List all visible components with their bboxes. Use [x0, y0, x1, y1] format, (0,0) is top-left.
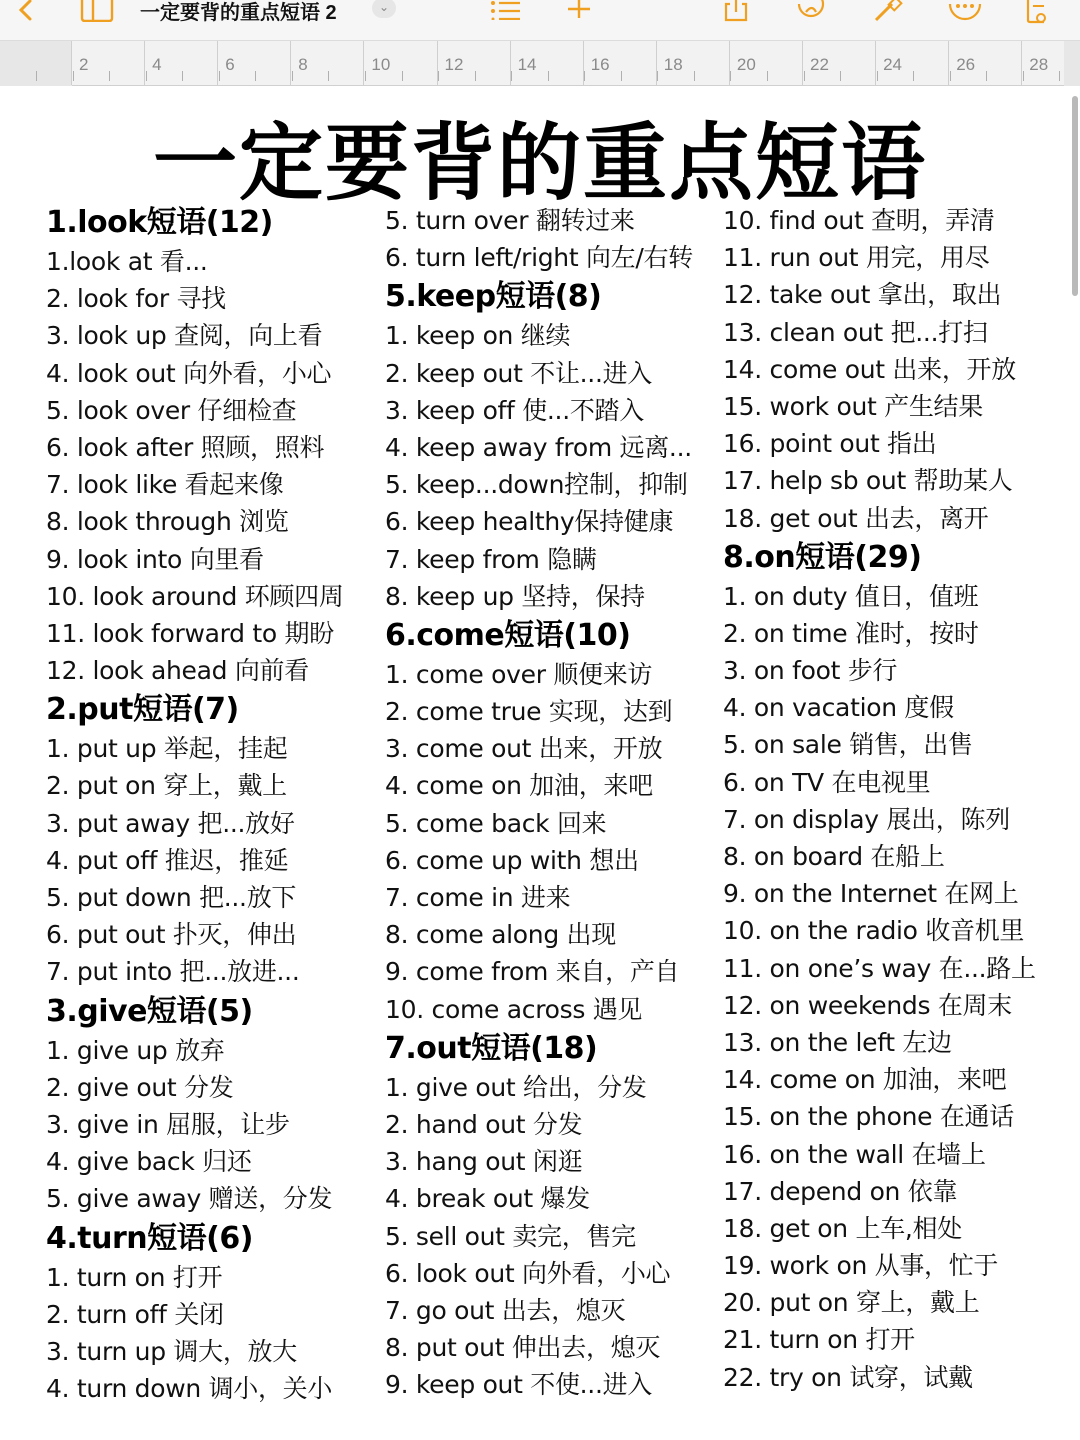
phrase-item: 4. on vacation 度假: [723, 693, 954, 723]
phrase-item: 1.look at 看...: [46, 247, 208, 276]
section-heading: 4.turn短语(6): [46, 1220, 253, 1256]
phrase-item: 3. hang out 闲逛: [385, 1147, 583, 1177]
phrase-item: 11. run out 用完，用尽: [723, 243, 990, 273]
phrase-item: 3. give in 屈服，让步: [46, 1109, 290, 1139]
ruler-right-margin: [1064, 41, 1080, 86]
ruler-minor-tick: [694, 71, 695, 81]
ruler-minor-tick: [840, 71, 841, 81]
ruler-minor-tick: [73, 71, 74, 81]
phrase-item: 7. go out 出去，熄灭: [385, 1295, 626, 1325]
list-format-icon[interactable]: [490, 0, 522, 24]
phrase-item: 5. come back 回来: [385, 808, 607, 838]
section-heading: 2.put短语(7): [46, 692, 239, 728]
phrase-item: 5. give away 赠送，分发: [46, 1184, 333, 1214]
page-title: 一定要背的重点短语: [152, 114, 927, 212]
phrase-item: 11. look forward to 期盼: [46, 618, 334, 648]
phrase-item: 22. try on 试穿，试戴: [723, 1362, 973, 1392]
phrase-item: 2. come true 实现，达到: [385, 697, 673, 727]
phrase-item: 8. come along 出现: [385, 920, 616, 950]
phrase-item: 20. put on 穿上，戴上: [723, 1288, 980, 1318]
phrase-item: 15. work out 产生结果: [723, 391, 983, 421]
phrase-item: 10. come across 遇见: [385, 994, 643, 1024]
column-1: [46, 202, 344, 1407]
ruler-minor-tick: [730, 71, 731, 81]
ruler-minor-tick: [913, 71, 914, 81]
phrase-item: 11. on one’s way 在...路上: [723, 953, 1036, 983]
phrase-item: 19. work on 从事，忙于: [723, 1251, 999, 1281]
section-heading: 7.out短语(18): [385, 1030, 598, 1066]
phrase-item: 2. keep out 不让...进入: [385, 358, 652, 388]
ruler-minor-tick: [328, 71, 329, 81]
ruler-minor-tick: [365, 71, 366, 81]
phrase-item: 18. get on 上车,相处: [723, 1213, 962, 1243]
ruler-minor-tick: [950, 71, 951, 81]
add-icon[interactable]: [566, 0, 592, 24]
ruler-number: 16: [590, 55, 610, 74]
sidebar-icon[interactable]: [80, 0, 114, 24]
section-heading: 5.keep短语(8): [385, 279, 602, 315]
phrase-item: 1. keep on 继续: [385, 321, 571, 351]
back-chevron-icon[interactable]: [14, 0, 38, 24]
phrase-item: 12. take out 拿出，取出: [723, 280, 1002, 310]
ruler-number: 4: [152, 55, 162, 74]
phrase-item: 7. keep from 隐瞒: [385, 544, 597, 574]
ruler-minor-tick: [255, 71, 256, 81]
phrase-item: 1. give out 给出，分发: [385, 1072, 647, 1102]
ruler-minor-tick: [219, 71, 220, 81]
ruler-minor-tick: [36, 71, 37, 81]
ruler-minor-tick: [438, 71, 439, 81]
phrase-item: 1. turn on 打开: [46, 1262, 223, 1292]
phrase-item: 9. come from 来自，产自: [385, 957, 680, 987]
ruler-number: 14: [517, 55, 537, 74]
ruler-minor-tick: [548, 71, 549, 81]
phrase-item: 12. look ahead 向前看: [46, 656, 309, 686]
ruler-number: 12: [444, 55, 464, 74]
ruler-minor-tick: [621, 71, 622, 81]
phrase-item: 3. turn up 调大，放大: [46, 1336, 297, 1366]
phrase-item: 13. on the left 左边: [723, 1027, 952, 1057]
phrase-item: 6. come up with 想出: [385, 845, 639, 875]
ruler-number: 28: [1029, 55, 1049, 74]
phrase-item: 10. find out 查明，弄清: [723, 206, 995, 235]
section-heading: 6.come短语(10): [385, 617, 631, 653]
ruler-minor-tick: [182, 71, 183, 81]
share-icon[interactable]: [722, 0, 750, 24]
document-title[interactable]: 一定要背的重点短语 2: [140, 2, 337, 24]
undo-icon[interactable]: [796, 0, 826, 24]
phrase-item: 12. on weekends 在周末: [723, 990, 1012, 1020]
section-heading: 3.give短语(5): [46, 993, 253, 1029]
phrase-item: 17. help sb out 帮助某人: [723, 466, 1013, 496]
phrase-item: 2. turn off 关闭: [46, 1299, 224, 1329]
ruler-number: 6: [225, 55, 235, 74]
section-heading: 8.on短语(29): [723, 539, 922, 575]
phrase-item: 18. get out 出去，离开: [723, 503, 989, 533]
phrase-item: 4. break out 爆发: [385, 1184, 590, 1214]
phrase-item: 6. on TV 在电视里: [723, 767, 931, 797]
phrase-item: 4. keep away from 远离...: [385, 432, 692, 462]
phrase-item: 16. on the wall 在墙上: [723, 1139, 986, 1169]
column-2: [385, 202, 693, 1403]
ruler-number: 26: [956, 55, 976, 74]
ruler-minor-tick: [584, 71, 585, 81]
ruler-minor-tick: [877, 71, 878, 81]
section-heading: 1.look短语(12): [46, 205, 273, 240]
phrase-item: 1. give up 放弃: [46, 1035, 225, 1065]
phrase-item: 5. turn over 翻转过来: [385, 206, 635, 235]
phrase-item: 1. put up 举起，挂起: [46, 734, 288, 764]
phrase-item: 2. hand out 分发: [385, 1109, 583, 1139]
phrase-item: 8. on board 在船上: [723, 842, 945, 871]
phrase-item: 8. put out 伸出去，熄灭: [385, 1333, 661, 1363]
ruler-minor-tick: [146, 71, 147, 81]
ruler-number: 8: [298, 55, 308, 74]
phrase-item: 14. come on 加油，来吧: [723, 1065, 1007, 1095]
ruler-minor-tick: [475, 71, 476, 81]
phrase-item: 4. give back 归还: [46, 1147, 252, 1177]
ruler-minor-tick: [986, 71, 987, 81]
phrase-item: 13. clean out 把...打扫: [723, 317, 988, 347]
phrase-item: 4. come on 加油，来吧: [385, 771, 653, 801]
ruler-minor-tick: [657, 71, 658, 81]
phrase-item: 6. keep healthy保持健康: [385, 507, 674, 537]
phrase-item: 4. turn down 调小，关小: [46, 1374, 333, 1404]
phrase-item: 2. look for 寻找: [46, 284, 226, 314]
phrase-item: 6. look out 向外看，小心: [385, 1258, 671, 1288]
phrase-item: 6. look after 照顾，照料: [46, 432, 325, 462]
phrase-item: 8. look through 浏览: [46, 507, 289, 537]
phrase-item: 2. on time 准时，按时: [723, 618, 979, 648]
phrase-item: 9. look into 向里看: [46, 544, 264, 574]
phrase-item: 3. keep off 使...不踏入: [385, 395, 644, 425]
phrase-item: 10. look around 环顾四周: [46, 581, 344, 611]
phrase-item: 5. look over 仔细检查: [46, 395, 297, 425]
phrase-item: 3. look up 查阅，向上看: [46, 321, 323, 351]
phrase-item: 5. on sale 销售，出售: [723, 730, 973, 760]
document-icon[interactable]: [1024, 0, 1052, 24]
ruler-number: 18: [663, 55, 683, 74]
phrase-item: 17. depend on 依靠: [723, 1176, 958, 1206]
ruler-minor-tick: [804, 71, 805, 81]
ruler-minor-tick: [767, 71, 768, 81]
ruler-number: 2: [79, 55, 89, 74]
phrase-item: 7. come in 进来: [385, 883, 571, 912]
ruler-number: 24: [883, 55, 903, 74]
phrase-item: 1. come over 顺便来访: [385, 659, 653, 689]
ruler[interactable]: [0, 40, 1080, 86]
phrase-item: 8. keep up 坚持，保持: [385, 581, 645, 611]
phrase-item: 2. put on 穿上，戴上: [46, 771, 287, 801]
phrase-item: 2. give out 分发: [46, 1072, 234, 1102]
phrase-item: 4. put off 推迟，推延: [46, 845, 289, 875]
title-dropdown-icon[interactable]: ⌄: [372, 0, 396, 18]
phrase-item: 15. on the phone 在通话: [723, 1102, 1014, 1132]
ruler-minor-tick: [292, 71, 293, 81]
ruler-minor-tick: [511, 71, 512, 81]
phrase-item: 3. come out 出来，开放: [385, 734, 663, 764]
top-toolbar: [0, 0, 1080, 40]
phrase-item: 7. on display 展出，陈列: [723, 804, 1010, 834]
phrase-item: 5. put down 把...放下: [46, 883, 297, 912]
phrase-item: 16. point out 指出: [723, 429, 937, 459]
ruler-number: 20: [736, 55, 756, 74]
column-3: [723, 202, 1036, 1396]
phrase-item: 6. put out 扑灭，伸出: [46, 920, 297, 950]
more-icon[interactable]: [948, 0, 982, 24]
phrase-item: 14. come out 出来，开放: [723, 354, 1016, 384]
phrase-item: 4. look out 向外看，小心: [46, 358, 332, 388]
phrase-item: 7. put into 把...放进...: [46, 957, 300, 987]
ruler-number: 10: [371, 55, 391, 74]
phrase-item: 1. on duty 值日，值班: [723, 581, 979, 611]
ruler-number: 22: [810, 55, 829, 74]
phrase-item: 3. put away 把...放好: [46, 808, 295, 838]
brush-icon[interactable]: [872, 0, 904, 24]
phrase-item: 5. keep...down控制，抑制: [385, 470, 688, 500]
phrase-item: 9. on the Internet 在网上: [723, 879, 1019, 909]
ruler-minor-tick: [1059, 71, 1060, 81]
ruler-minor-tick: [1023, 71, 1024, 81]
phrase-item: 10. on the radio 收音机里: [723, 916, 1025, 946]
ruler-minor-tick: [109, 71, 110, 81]
phrase-item: 7. look like 看起来像: [46, 470, 284, 500]
phrase-item: 5. sell out 卖完，售完: [385, 1221, 636, 1251]
phrase-item: 9. keep out 不使...进入: [385, 1370, 652, 1400]
phrase-item: 6. turn left/right 向左/右转: [385, 243, 693, 273]
phrase-item: 3. on foot 步行: [723, 656, 898, 686]
ruler-minor-tick: [402, 71, 403, 81]
phrase-item: 21. turn on 打开: [723, 1325, 915, 1355]
